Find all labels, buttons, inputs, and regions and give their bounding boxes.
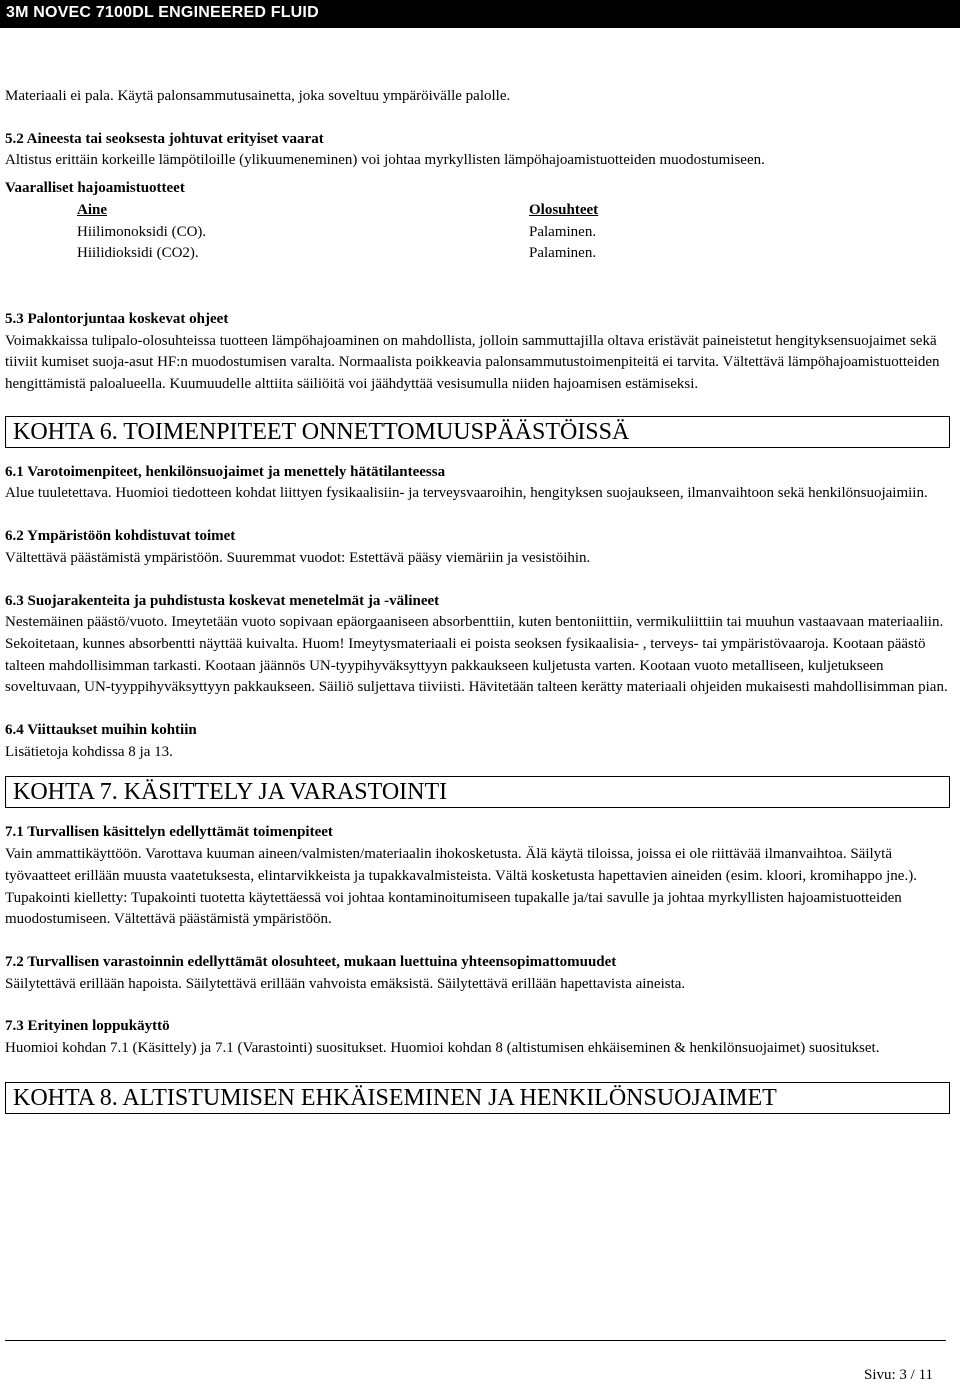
section-7-2-title: 7.2 Turvallisen varastoinnin edellyttämät olosuhteet, mukaan luettuina yhteensopimattomuudet <box>5 953 617 970</box>
section-7-heading <box>5 776 950 808</box>
section-6-2-title: 6.2 Ympäristöön kohdistuvat toimet <box>5 528 236 545</box>
section-6-heading <box>5 416 950 448</box>
section-5-3-title: 5.3 Palontorjuntaa koskevat ohjeet <box>5 310 229 327</box>
section-7-2-text: Säilytettävä erillään hapoista. Säilytettävä erillään vahvoista emäksistä. Säilytettävä erillään hapettavista aineista. <box>5 975 686 992</box>
section-7-3-title: 7.3 Erityinen loppukäyttö <box>5 1018 170 1035</box>
section-6-3-text: Nestemäinen päästö/vuoto. Imeytetään vuoto sopivaan epäorgaaniseen absorbenttiin, kuten bentoniittiin, vermikuliittiin tai muuhun vastaavaan materiaaliin. Sekoitetaan, kunnes absorbentti näyttää kuivalta. Huom! Imeytysmateriaali ei poista seoksen fysikaalisia- , terveys- tai ympäristövaaroja. Kootaan päästö talteen mahdollisimman tarkasti. Kootaan jäännös UN-tyypihyväksyttyyn pakkaukseen kuljetusta varten. Kootaan vuoto metalliseen, kuljetukseen soveltuvaan, UN-tyyppihyväksyttyyn pakkaukseen. Säiliö suljettava tiiviisti. Hävitetään talteen kerätty materiaali ohjeiden mukaisesti mahdollisimman pian. <box>5 614 948 696</box>
section-6-4-title: 6.4 Viittaukset muihin kohtiin <box>5 722 197 739</box>
column-header-conditions: Olosuhteet <box>529 201 599 218</box>
hazardous-products-title: Vaaralliset hajoamistuotteet <box>5 180 185 197</box>
section-5-2-text: Altistus erittäin korkeille lämpötiloille (ylikuumeneminen) voi johtaa myrkyllisten lämpöhajoamistuotteiden muodostumiseen. <box>5 152 765 169</box>
column-header-substance: Aine <box>77 201 107 218</box>
section-6-1-text: Alue tuuletettava. Huomioi tiedotteen kohdat liittyen fysikaalisiin- ja terveysvaaroihin, hengityksen suojaukseen, ilmanvaihtoon sekä henkilönsuojaimiin. <box>5 485 928 502</box>
table-cell-substance: Hiilidioksidi (CO2). <box>77 245 199 262</box>
hazardous-products-table <box>5 200 950 265</box>
section-8-heading <box>5 1082 950 1114</box>
section-5-2-title: 5.2 Aineesta tai seoksesta johtuvat erityiset vaarat <box>5 130 324 147</box>
section-6-1-title: 6.1 Varotoimenpiteet, henkilönsuojaimet ja menettely hätätilanteessa <box>5 463 446 480</box>
page-number: Sivu: 3 / 11 <box>864 1367 934 1383</box>
section-8-title: KOHTA 8. ALTISTUMISEN EHKÄISEMINEN JA HENKILÖNSUOJAIMET <box>13 1084 777 1111</box>
intro-text: Materiaali ei pala. Käytä palonsammutusainetta, joka soveltuu ympäröivälle palolle. <box>5 88 511 104</box>
table-cell-condition: Palaminen. <box>529 245 597 262</box>
section-7-1-title: 7.1 Turvallisen käsittelyn edellyttämät toimenpiteet <box>5 824 333 841</box>
product-title: 3M NOVEC 7100DL ENGINEERED FLUID <box>6 4 319 21</box>
table-cell-condition: Palaminen. <box>529 223 597 240</box>
footer-divider <box>5 1340 946 1341</box>
section-6-4-text: Lisätietoja kohdissa 8 ja 13. <box>5 743 173 760</box>
hazardous-products <box>5 178 950 265</box>
section-7-3-text: Huomioi kohdan 7.1 (Käsittely) ja 7.1 (Varastointi) suositukset. Huomioi kohdan 8 (altistumisen ehkäiseminen & henkilönsuojaimet) suositukset. <box>5 1040 880 1057</box>
document-header <box>0 0 960 28</box>
section-6-3-title: 6.3 Suojarakenteita ja puhdistusta koskevat menetelmät ja -välineet <box>5 592 440 609</box>
section-6-title: KOHTA 6. TOIMENPITEET ONNETTOMUUSPÄÄSTÖISSÄ <box>13 418 630 445</box>
table-cell-substance: Hiilimonoksidi (CO). <box>77 223 207 240</box>
section-7-title: KOHTA 7. KÄSITTELY JA VARASTOINTI <box>13 779 448 806</box>
section-7-1-text: Vain ammattikäyttöön. Varottava kuuman aineen/valmisten/materiaalin ihokosketusta. Älä käytä tiloissa, joissa ei ole riittävää ilmanvaihtoa. Säilytä työvaatteet erillään muusta vaatetuksesta, elintarvikkeista ja tupakkavalmisteista. Vältä kosketusta hapettavien aineiden (esim. kloori, kromihappo jne.). Tupakointi kielletty: Tupakointi tuotetta käytettäessä voi johtaa kontaminoitumiseen tupakalle ja/tai savulle ja johtaa myrkyllisten hajoamistuotteiden muodostumiseen. Vältettävä päästämistä ympäristöön. <box>5 846 917 928</box>
section-5-3-text: Voimakkaissa tulipalo-olosuhteissa tuotteen lämpöhajoaminen on mahdollista, jolloin sammuttajilla oltava eristävät paineistetut hengityksensuojaimet sekä tiiviit kumiset suoja-asut HF:n muodostumisen varalta. Normaalista poikkeavia palonsammutustoimenpiteitä ei tarvita. Vältettävä lämpöhajoamistuotteiden hengittämistä paloalueella. Kuumuudelle alttiita säiliöitä voi jäähdyttää vesisumulla niiden hajoamisen estämiseksi. <box>5 332 940 393</box>
section-6-2-text: Vältettävä päästämistä ympäristöön. Suuremmat vuodot: Estettävä pääsy viemäriin ja vesistöihin. <box>5 549 591 566</box>
document-body <box>5 86 950 1128</box>
